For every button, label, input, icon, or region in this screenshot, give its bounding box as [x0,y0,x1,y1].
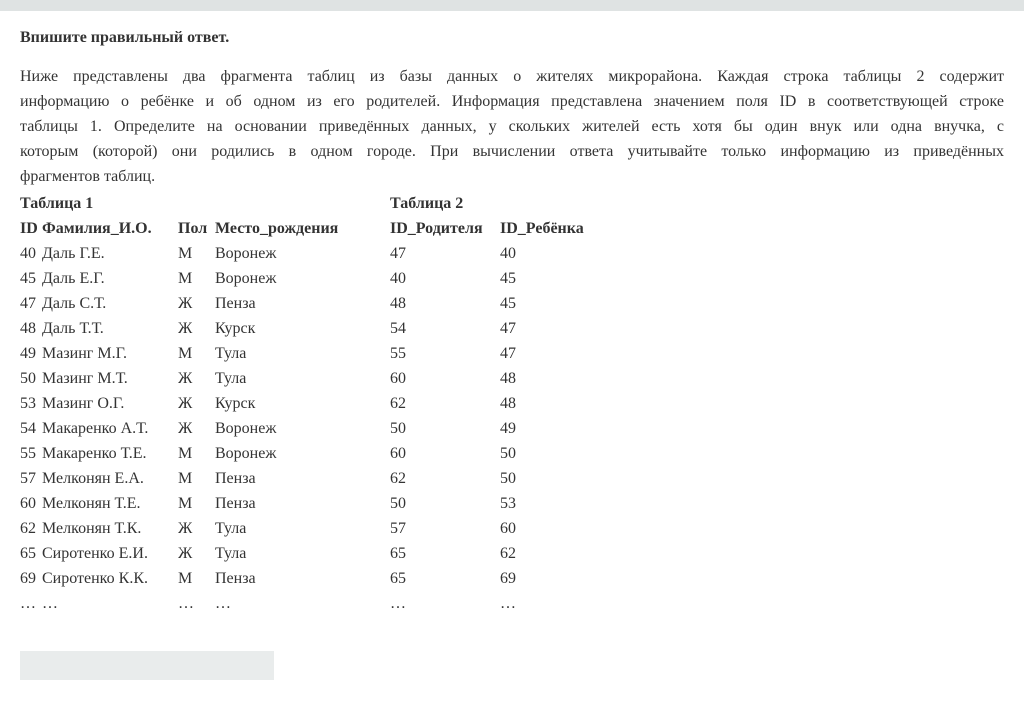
table-cell: 54 [20,420,36,437]
header-row [20,216,390,241]
question-text-line: Ниже представлены два фрагмента таблиц из базы данных о жителях микрорайона. Каждая строка таблицы 2 содержит [20,68,1004,85]
table-cell: Пенза [215,470,256,487]
table-cell: 60 [500,520,516,537]
table-cell: Мазинг М.Г. [42,345,128,362]
table-row [390,541,590,566]
header-cell: ID [20,220,38,237]
table-cell: … [215,595,231,612]
table-cell: Воронеж [215,270,277,287]
table-cell: 60 [390,370,406,387]
table-row [390,566,590,591]
tables-area [20,191,1004,616]
table-row [390,441,590,466]
table-cell: 50 [390,420,406,437]
table-cell: 48 [390,295,406,312]
question-page [0,28,1024,680]
table-cell: 60 [390,445,406,462]
table-cell: 54 [390,320,406,337]
table-cell: 57 [390,520,406,537]
table-cell: 55 [20,445,36,462]
table-cell: 55 [390,345,406,362]
table2-rows [390,241,590,616]
table-cell: Макаренко А.Т. [42,420,149,437]
table-cell: Пенза [215,570,256,587]
table-cell: 45 [20,270,36,287]
table-cell: Ж [178,370,193,387]
table-cell: М [178,470,193,487]
question-text-line: фрагментов таблиц. [20,168,156,185]
table-cell: М [178,245,193,262]
table-row [390,366,590,391]
table-cell: Курск [215,320,256,337]
question-text [20,64,1004,189]
table-cell: Тула [215,345,247,362]
table-cell: Мелконян Т.Е. [42,495,141,512]
answer-input[interactable] [20,651,274,680]
table-cell: Мелконян Т.К. [42,520,142,537]
table-row [20,341,390,366]
table-cell: Даль Е.Г. [42,270,105,287]
question-text-line: информацию о ребёнке и об одном из его родителей. Информация представлена значением поля ID в соответствующей строке [20,93,1004,110]
table-row [20,316,390,341]
table-cell: Даль Т.Т. [42,320,104,337]
table-cell: … [20,595,36,612]
table-cell: … [42,595,58,612]
table-cell: 65 [390,545,406,562]
table-cell: 45 [500,270,516,287]
table-cell: 47 [20,295,36,312]
table-row [390,391,590,416]
table-row [390,466,590,491]
table-cell: 50 [500,470,516,487]
table-cell: Сиротенко Е.И. [42,545,148,562]
table-cell: 50 [500,445,516,462]
table-cell: 47 [500,320,516,337]
table-cell: Воронеж [215,445,277,462]
table-cell: Даль С.Т. [42,295,107,312]
table-cell: Воронеж [215,420,277,437]
question-text-line: которым (которой) они родились в одном городе. При вычислении ответа учитывайте только информацию из приведённых [20,143,1004,160]
table-cell: Курск [215,395,256,412]
header-cell: ID_Ребёнка [500,220,584,237]
table2-header-row [390,216,590,241]
table-cell: Ж [178,295,193,312]
table-cell: 49 [20,345,36,362]
table-cell: 40 [500,245,516,262]
table-row [20,566,390,591]
table-row [390,591,590,616]
table-cell: 45 [500,295,516,312]
table-row [390,416,590,441]
table1-header-row [20,216,390,241]
table-cell: … [390,595,406,612]
table-row [20,491,390,516]
table-row [390,241,590,266]
table2 [390,191,590,616]
table-cell: Пенза [215,295,256,312]
table-row [390,266,590,291]
table-cell: М [178,270,193,287]
table-row [20,366,390,391]
table-cell: 48 [20,320,36,337]
table-cell: М [178,495,193,512]
table-cell: Мазинг О.Г. [42,395,125,412]
table-cell: 60 [20,495,36,512]
table-cell: 65 [20,545,36,562]
table-cell: 40 [390,270,406,287]
table-cell: 69 [500,570,516,587]
table-cell: Мелконян Е.А. [42,470,144,487]
table-row [390,341,590,366]
table-cell: … [500,595,516,612]
header-cell: Фамилия_И.О. [42,220,152,237]
table-row [20,291,390,316]
table-cell: 62 [20,520,36,537]
table-cell: М [178,445,193,462]
table-row [390,491,590,516]
table-cell: Мазинг М.Т. [42,370,128,387]
header-cell: ID_Родителя [390,220,483,237]
table-row [20,466,390,491]
table-cell: 48 [500,370,516,387]
table-cell: 49 [500,420,516,437]
table-cell: Тула [215,520,247,537]
table-cell: М [178,345,193,362]
table-cell: 47 [500,345,516,362]
table-cell: Макаренко Т.Е. [42,445,147,462]
table-row [20,441,390,466]
table-cell: 48 [500,395,516,412]
table1 [20,191,390,616]
table-cell: 50 [20,370,36,387]
table-cell: Ж [178,420,193,437]
header-row [390,216,590,241]
table-row [390,291,590,316]
table2-caption: Таблица 2 [390,195,464,212]
table1-caption: Таблица 1 [20,195,94,212]
table-row [20,391,390,416]
table-cell: 53 [500,495,516,512]
table-cell: Даль Г.Е. [42,245,105,262]
table-cell: … [178,595,194,612]
table-row [20,516,390,541]
table-cell: Тула [215,370,247,387]
table-row [20,416,390,441]
table-row [20,591,390,616]
question-title: Впишите правильный ответ. [20,29,230,46]
table-row [390,516,590,541]
table-cell: Ж [178,520,193,537]
table-cell: Воронеж [215,245,277,262]
table-cell: 65 [390,570,406,587]
header-cell: Место_рождения [215,220,339,237]
table-cell: Пенза [215,495,256,512]
table-cell: Ж [178,545,193,562]
table-cell: М [178,570,193,587]
table-cell: Ж [178,320,193,337]
table-cell: 62 [390,470,406,487]
table1-rows [20,241,390,616]
table-cell: 62 [500,545,516,562]
table-cell: 40 [20,245,36,262]
table-cell: 50 [390,495,406,512]
table-cell: 62 [390,395,406,412]
table-row [390,316,590,341]
table-cell: 57 [20,470,36,487]
table-row [20,266,390,291]
table-cell: Сиротенко К.К. [42,570,148,587]
table-row [20,241,390,266]
table-cell: 47 [390,245,406,262]
question-text-line: таблицы 1. Определите на основании приведённых данных, у скольких жителей есть хотя бы один внук или одна внучка, с [20,118,1004,135]
table-cell: Ж [178,395,193,412]
header-cell: Пол [178,220,208,237]
table-cell: 53 [20,395,36,412]
table-row [20,541,390,566]
table-cell: Тула [215,545,247,562]
table-cell: 69 [20,570,36,587]
top-bar [0,0,1024,11]
